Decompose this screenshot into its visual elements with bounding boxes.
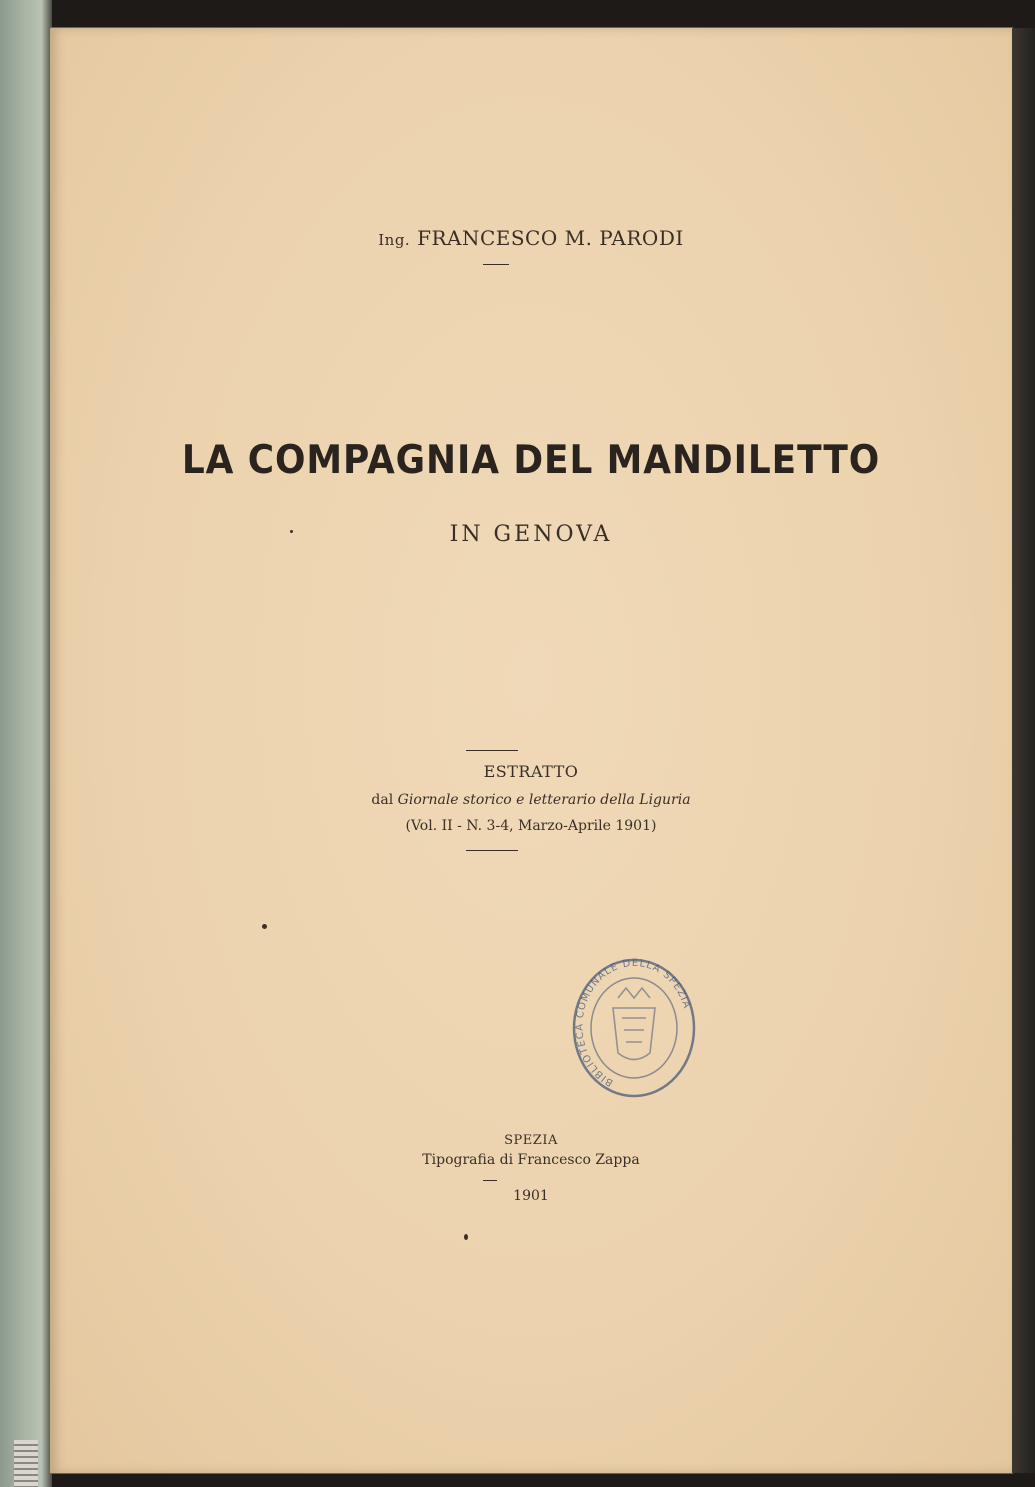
stamp-text: BIBLIOTECA COMUNALE DELLA SPEZIA — [574, 958, 693, 1088]
speck — [262, 924, 267, 929]
extract-bottom-rule — [466, 850, 518, 851]
extract-top-rule — [466, 750, 518, 751]
imprint-city: SPEZIA — [504, 1133, 558, 1148]
author-rule — [483, 264, 509, 265]
page-subtitle: IN GENOVA — [449, 522, 613, 547]
speck — [290, 530, 293, 533]
author-name: FRANCESCO M. PARODI — [417, 226, 684, 250]
binding-tabs — [14, 1440, 38, 1487]
imprint-printer: Tipografia di Francesco Zappa — [422, 1152, 640, 1168]
author-line — [50, 226, 1012, 250]
book-cover-edge — [0, 0, 52, 1487]
extract-volume: (Vol. II - N. 3-4, Marzo-Aprile 1901) — [405, 818, 657, 834]
book-spine-shadow — [1012, 28, 1035, 1473]
library-stamp — [568, 958, 700, 1108]
page-title: LA COMPAGNIA DEL MANDILETTO — [181, 438, 881, 483]
extract-label: ESTRATTO — [483, 762, 579, 781]
extract-source — [50, 792, 1012, 808]
imprint-year: 1901 — [513, 1188, 549, 1204]
source-journal: Giornale storico e letterario della Liguria — [397, 792, 691, 808]
source-prefix: dal — [371, 792, 394, 808]
speck — [464, 1234, 468, 1240]
imprint-rule — [483, 1180, 497, 1181]
author-prefix: Ing. — [378, 231, 411, 249]
